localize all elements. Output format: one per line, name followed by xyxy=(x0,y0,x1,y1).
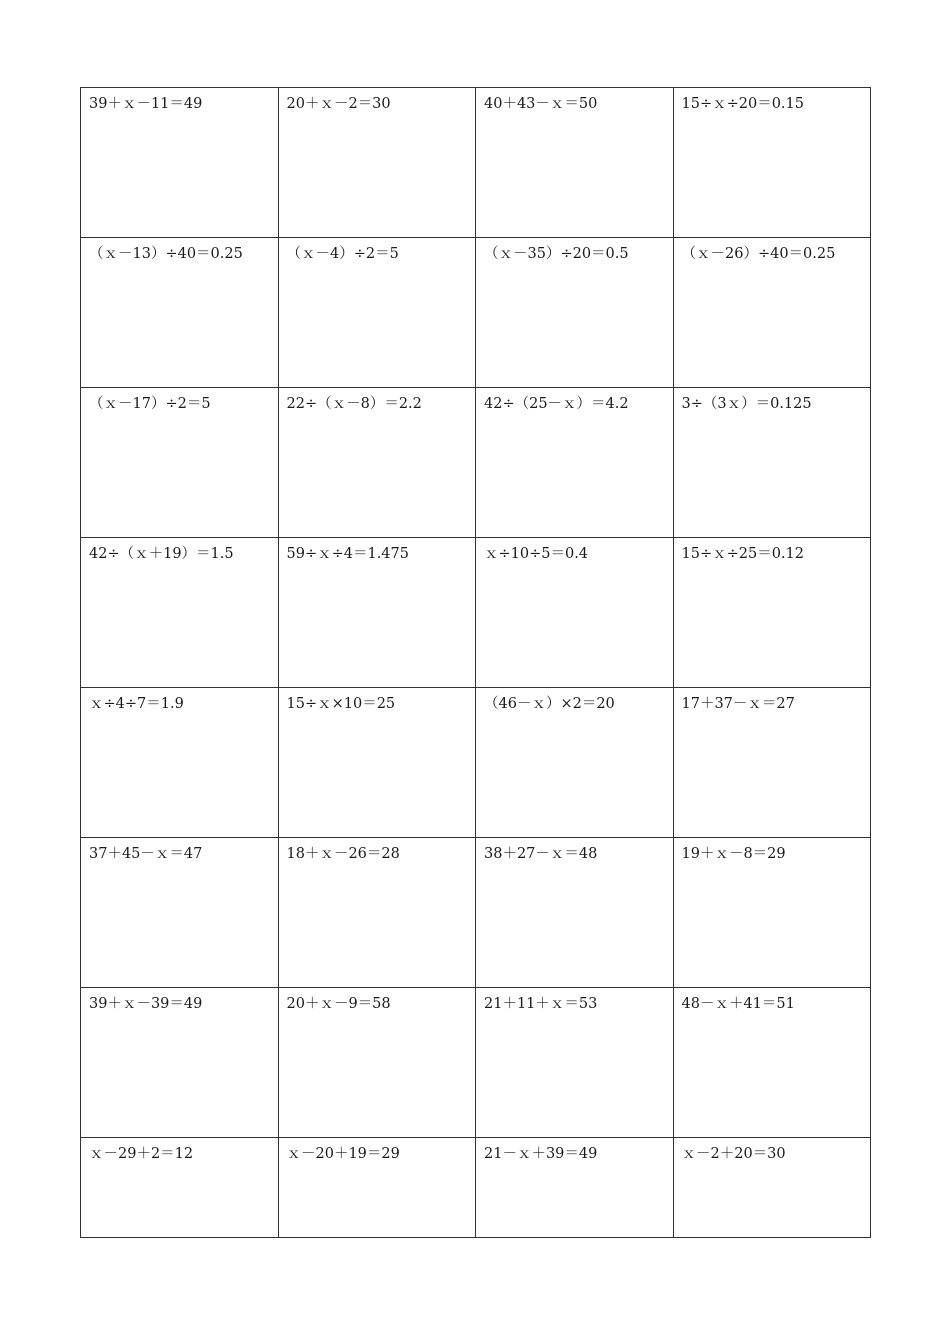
equation-cell: 20＋ｘ－9＝58 xyxy=(278,988,476,1138)
grid-row xyxy=(81,238,871,388)
equation-cell: （ｘ－13）÷40＝0.25 xyxy=(81,238,279,388)
equation-cell: 19＋ｘ－8＝29 xyxy=(673,838,871,988)
equation-cell: （ｘ－17）÷2＝5 xyxy=(81,388,279,538)
equation-cell: 42÷（ｘ＋19）＝1.5 xyxy=(81,538,279,688)
equation-cell: ｘ－20＋19＝29 xyxy=(278,1138,476,1238)
equation-cell: 48－ｘ＋41＝51 xyxy=(673,988,871,1138)
equation-cell: ｘ÷10÷5＝0.4 xyxy=(476,538,674,688)
equation-cell: 40＋43－ｘ＝50 xyxy=(476,88,674,238)
grid-row xyxy=(81,688,871,838)
equation-cell: 39＋ｘ－11＝49 xyxy=(81,88,279,238)
equation-cell: （ｘ－35）÷20＝0.5 xyxy=(476,238,674,388)
grid-row xyxy=(81,88,871,238)
equation-cell: 15÷ｘ×10＝25 xyxy=(278,688,476,838)
equation-cell: 37＋45－ｘ＝47 xyxy=(81,838,279,988)
grid-row xyxy=(81,388,871,538)
equation-cell: ｘ－29＋2＝12 xyxy=(81,1138,279,1238)
equation-grid xyxy=(80,87,871,1238)
equation-cell: （46－ｘ）×2＝20 xyxy=(476,688,674,838)
equation-cell: 38＋27－ｘ＝48 xyxy=(476,838,674,988)
equation-cell: 21－ｘ＋39＝49 xyxy=(476,1138,674,1238)
equation-cell: 59÷ｘ÷4＝1.475 xyxy=(278,538,476,688)
equation-cell: 17＋37－ｘ＝27 xyxy=(673,688,871,838)
equation-cell: 15÷ｘ÷20＝0.15 xyxy=(673,88,871,238)
grid-row xyxy=(81,1138,871,1238)
equation-cell: 21＋11＋ｘ＝53 xyxy=(476,988,674,1138)
grid-row xyxy=(81,838,871,988)
equation-cell: （ｘ－26）÷40＝0.25 xyxy=(673,238,871,388)
equation-cell: 15÷ｘ÷25＝0.12 xyxy=(673,538,871,688)
equation-cell: （ｘ－4）÷2＝5 xyxy=(278,238,476,388)
equation-cell: 20＋ｘ－2＝30 xyxy=(278,88,476,238)
equation-cell: 18＋ｘ－26＝28 xyxy=(278,838,476,988)
grid-row xyxy=(81,538,871,688)
equation-cell: 39＋ｘ－39＝49 xyxy=(81,988,279,1138)
grid-row xyxy=(81,988,871,1138)
equation-cell: 42÷（25－ｘ）＝4.2 xyxy=(476,388,674,538)
equation-cell: 22÷（ｘ－8）＝2.2 xyxy=(278,388,476,538)
equation-cell: 3÷（3ｘ）＝0.125 xyxy=(673,388,871,538)
equation-cell: ｘ－2＋20＝30 xyxy=(673,1138,871,1238)
equation-cell: ｘ÷4÷7＝1.9 xyxy=(81,688,279,838)
